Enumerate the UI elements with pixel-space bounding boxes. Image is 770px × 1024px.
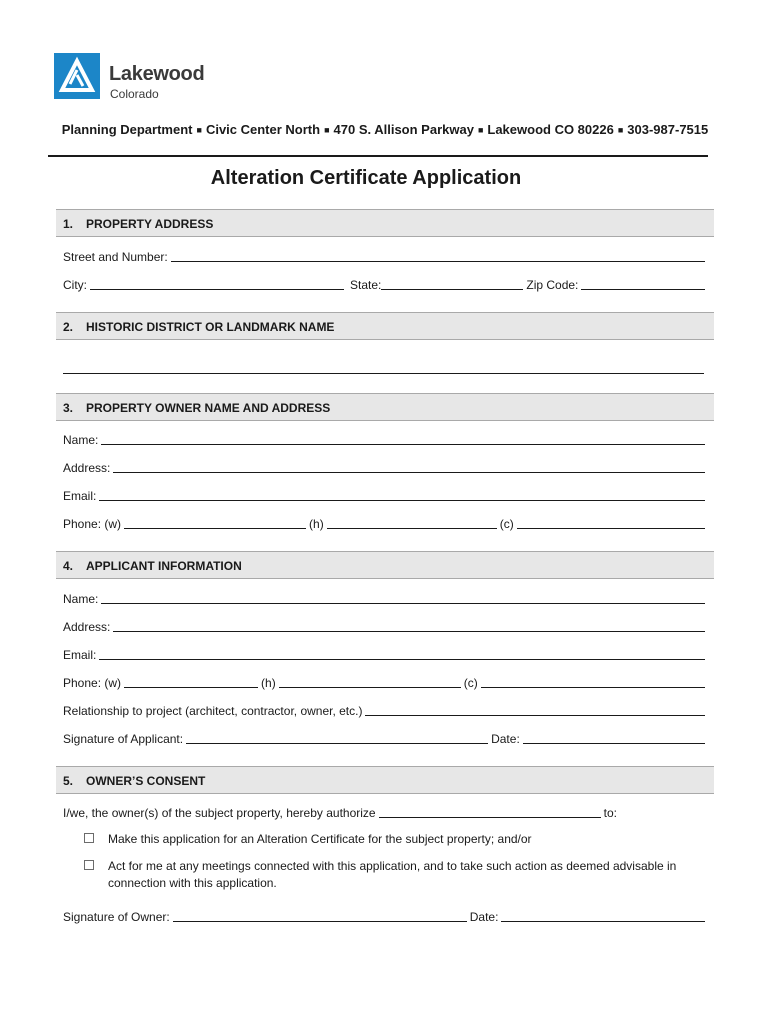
applicant-date-label: Date: xyxy=(491,732,520,746)
separator-bullet: ■ xyxy=(617,125,624,135)
owner-address-input[interactable] xyxy=(113,460,705,473)
building-name: Civic Center North xyxy=(205,122,321,137)
section-2-header xyxy=(56,312,714,340)
section-title: PROPERTY ADDRESS xyxy=(86,217,214,231)
owner-phone-cell-input[interactable] xyxy=(517,516,705,529)
section-number: 4. xyxy=(63,559,74,573)
relationship-label: Relationship to project (architect, contractor, owner, etc.) xyxy=(63,704,363,718)
applicant-phone-work-input[interactable] xyxy=(124,675,258,688)
applicant-signature-label: Signature of Applicant: xyxy=(63,732,184,746)
section-title: APPLICANT INFORMATION xyxy=(86,559,242,573)
applicant-phone-home-input[interactable] xyxy=(279,675,461,688)
state-input[interactable] xyxy=(381,277,523,290)
logo-subtitle: Colorado xyxy=(110,87,159,101)
owner-name-input[interactable] xyxy=(101,432,705,445)
separator-bullet: ■ xyxy=(324,125,330,135)
district-landmark-input[interactable] xyxy=(63,373,704,374)
applicant-name-row xyxy=(63,590,708,606)
section-title: PROPERTY OWNER NAME AND ADDRESS xyxy=(86,401,331,415)
owner-phone-work-input[interactable] xyxy=(124,516,306,529)
section-5-header xyxy=(56,766,714,794)
owner-signature-label: Signature of Owner: xyxy=(63,910,170,924)
applicant-address-label: Address: xyxy=(63,620,111,634)
applicant-phone-cell-input[interactable] xyxy=(481,675,705,688)
section-4-header xyxy=(56,551,714,579)
owner-name-label: Name: xyxy=(63,433,99,447)
section-3-header xyxy=(56,393,714,421)
consent-option-text: Make this application for an Alteration Certificate for the subject property; and/or xyxy=(108,832,532,846)
owner-email-row xyxy=(63,487,708,503)
owner-address-label: Address: xyxy=(63,461,111,475)
zip-input[interactable] xyxy=(581,277,705,290)
header-rule xyxy=(48,155,708,157)
section-title: OWNER’S CONSENT xyxy=(86,774,206,788)
owner-email-label: Email: xyxy=(63,489,97,503)
authorize-label: I/we, the owner(s) of the subject property, hereby authorize xyxy=(63,806,376,820)
section-number: 3. xyxy=(63,401,74,415)
lakewood-logo-icon xyxy=(54,53,100,99)
owner-phone-work-label: Phone: (w) xyxy=(63,517,122,531)
relationship-row xyxy=(63,702,708,718)
zip-label: Zip Code: xyxy=(526,278,579,292)
department-name: Planning Department xyxy=(61,122,193,137)
owner-phone-cell-label: (c) xyxy=(499,517,514,531)
applicant-name-input[interactable] xyxy=(101,591,705,604)
city-state-zip: Lakewood CO 80226 xyxy=(487,122,614,137)
street-address: 470 S. Allison Parkway xyxy=(333,122,474,137)
meetings-checkbox[interactable] xyxy=(84,860,94,870)
applicant-phone-cell-label: (c) xyxy=(463,676,478,690)
owner-signature-input[interactable] xyxy=(173,909,467,922)
relationship-input[interactable] xyxy=(365,703,705,716)
separator-bullet: ■ xyxy=(477,125,484,135)
city-label: City: xyxy=(63,278,87,292)
applicant-date-input[interactable] xyxy=(523,731,705,744)
applicant-email-row xyxy=(63,646,708,662)
owner-date-label: Date: xyxy=(469,910,499,924)
consent-option-text: Act for me at any meetings connected with this application, and to take such action as deemed advisable in connection with this application. xyxy=(108,859,677,890)
applicant-email-input[interactable] xyxy=(99,647,705,660)
owner-signature-row xyxy=(63,908,708,924)
applicant-address-row xyxy=(63,618,708,634)
street-input[interactable] xyxy=(171,249,705,262)
form-title: Alteration Certificate Application xyxy=(210,167,522,189)
city-state-zip-row xyxy=(63,276,708,292)
section-number: 1. xyxy=(63,217,74,231)
applicant-address-input[interactable] xyxy=(113,619,705,632)
city-input[interactable] xyxy=(90,277,344,290)
owner-address-row xyxy=(63,459,708,475)
owner-name-row xyxy=(63,431,708,447)
applicant-phone-work-label: Phone: (w) xyxy=(63,676,122,690)
owner-phone-row xyxy=(63,515,708,531)
section-number: 5. xyxy=(63,774,74,788)
applicant-email-label: Email: xyxy=(63,648,97,662)
applicant-signature-input[interactable] xyxy=(186,731,488,744)
owner-phone-home-label: (h) xyxy=(309,517,324,531)
section-number: 2. xyxy=(63,320,74,334)
street-label: Street and Number: xyxy=(63,250,168,264)
phone-number: 303-987-7515 xyxy=(627,122,709,137)
applicant-phone-row xyxy=(63,674,708,690)
applicant-phone-home-label: (h) xyxy=(261,676,276,690)
applicant-name-label: Name: xyxy=(63,592,99,606)
application-checkbox[interactable] xyxy=(84,833,94,843)
logo-name: Lakewood xyxy=(109,63,205,85)
owner-date-input[interactable] xyxy=(501,909,705,922)
authorized-party-input[interactable] xyxy=(379,805,601,818)
separator-bullet: ■ xyxy=(196,125,202,135)
department-contact-line xyxy=(0,122,770,137)
owner-phone-home-input[interactable] xyxy=(327,516,497,529)
street-number-row xyxy=(63,248,708,264)
state-label: State: xyxy=(350,278,382,292)
authorize-to-label: to: xyxy=(603,806,617,820)
authorize-row xyxy=(63,804,708,820)
section-1-header xyxy=(56,209,714,237)
applicant-signature-row xyxy=(63,730,708,746)
section-title: HISTORIC DISTRICT OR LANDMARK NAME xyxy=(86,320,335,334)
owner-email-input[interactable] xyxy=(99,488,705,501)
